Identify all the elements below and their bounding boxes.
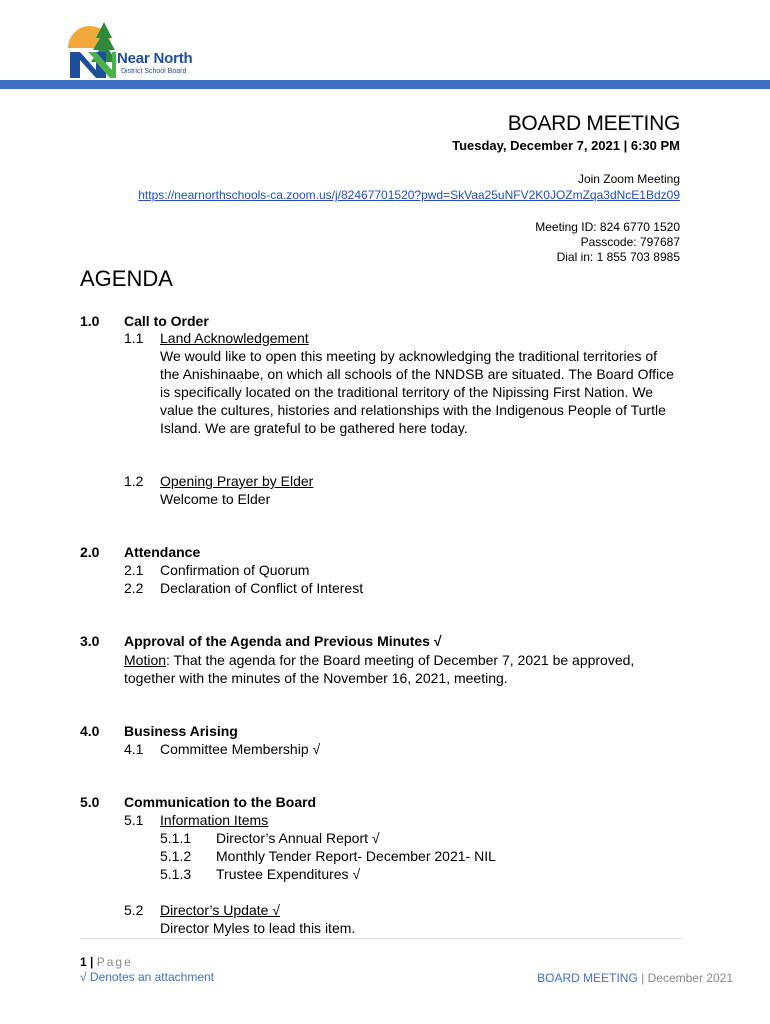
page-separator: | bbox=[90, 955, 94, 969]
subitem-number: 5.2 bbox=[124, 902, 144, 918]
footer-meeting-title: BOARD MEETING bbox=[537, 971, 638, 985]
subitem-number: 1.2 bbox=[124, 473, 144, 489]
meeting-datetime: Tuesday, December 7, 2021 | 6:30 PM bbox=[452, 138, 680, 153]
footer-title bbox=[537, 971, 733, 985]
subitem-title: Director’s Update √ bbox=[160, 902, 280, 918]
subsubitem-number: 5.1.1 bbox=[160, 830, 192, 846]
footer-separator: | bbox=[637, 971, 648, 985]
subsubitem-title: Trustee Expenditures √ bbox=[216, 866, 361, 882]
zoom-link[interactable]: https://nearnorthschools-ca.zoom.us/j/82467701520?pwd=SkVaa25uNFV2K0JOZmZqa3dNcE1Bdz09 bbox=[138, 188, 680, 202]
subitem-number: 2.2 bbox=[124, 580, 144, 596]
item-title: Attendance bbox=[124, 544, 201, 560]
subitem-number: 2.1 bbox=[124, 562, 144, 578]
subitem-number: 1.1 bbox=[124, 330, 144, 346]
page-number: 1 bbox=[80, 955, 87, 969]
subitem-title: Information Items bbox=[160, 812, 269, 828]
dial-in: Dial in: 1 855 703 8985 bbox=[556, 250, 680, 264]
subitem-number: 5.1 bbox=[124, 812, 144, 828]
motion-label: Motion bbox=[124, 652, 167, 668]
join-zoom-label: Join Zoom Meeting bbox=[577, 172, 680, 186]
item-number: 5.0 bbox=[80, 794, 100, 810]
subitem-title: Declaration of Conflict of Interest bbox=[160, 580, 364, 596]
subitem-title: Land Acknowledgement bbox=[160, 330, 309, 346]
item-number: 2.0 bbox=[80, 544, 100, 560]
subitem-text: Director Myles to lead this item. bbox=[160, 920, 356, 936]
logo-subtitle: District School Board bbox=[121, 68, 187, 75]
subsubitem-title: Monthly Tender Report- December 2021- NIL bbox=[216, 848, 496, 864]
subsubitem-title: Director’s Annual Report √ bbox=[216, 830, 380, 846]
subsubitem-number: 5.1.3 bbox=[160, 866, 192, 882]
page-word: Page bbox=[96, 955, 133, 969]
subitem-title: Confirmation of Quorum bbox=[160, 562, 310, 578]
subitem-number: 4.1 bbox=[124, 741, 144, 757]
item-title: Communication to the Board bbox=[124, 794, 317, 810]
passcode: Passcode: 797687 bbox=[580, 235, 680, 249]
subsubitem-number: 5.1.2 bbox=[160, 848, 192, 864]
motion-text-continued: together with the minutes of the November 16, 2021, meeting. bbox=[124, 670, 508, 686]
subitem-title: Opening Prayer by Elder bbox=[160, 473, 314, 489]
item-number: 4.0 bbox=[80, 723, 100, 739]
item-number: 1.0 bbox=[80, 313, 100, 329]
subitem-title: Committee Membership √ bbox=[160, 741, 321, 757]
meeting-id: Meeting ID: 824 6770 1520 bbox=[535, 220, 680, 234]
subitem-text: Welcome to Elder bbox=[160, 491, 271, 507]
agenda-heading: AGENDA bbox=[80, 266, 173, 291]
item-title: Call to Order bbox=[124, 313, 209, 329]
land-acknowledgement-text: We would like to open this meeting by acknowledging the traditional territories of the Anishinaabe, on which all schools of the NNDSB are situated. The Board Office is specifically located on the traditional territory of the Nipissing First Nation. We value the cultures, histories and relationships with the Indigenous People of Turtle Island. We are grateful to be gathered here today. bbox=[160, 348, 674, 436]
footer-divider bbox=[80, 938, 682, 939]
page-indicator bbox=[80, 955, 133, 969]
logo-name: Near North bbox=[117, 50, 193, 67]
footer-date: December 2021 bbox=[647, 971, 733, 985]
attachment-note: √ Denotes an attachment bbox=[80, 970, 214, 984]
item-number: 3.0 bbox=[80, 633, 100, 649]
header-bar bbox=[0, 80, 770, 89]
motion-line bbox=[124, 651, 634, 669]
page-title: BOARD MEETING bbox=[507, 112, 680, 135]
motion-text: : That the agenda for the Board meeting of December 7, 2021 be approved, bbox=[166, 652, 635, 668]
item-title: Business Arising bbox=[124, 723, 238, 739]
item-title: Approval of the Agenda and Previous Minutes √ bbox=[124, 633, 442, 649]
